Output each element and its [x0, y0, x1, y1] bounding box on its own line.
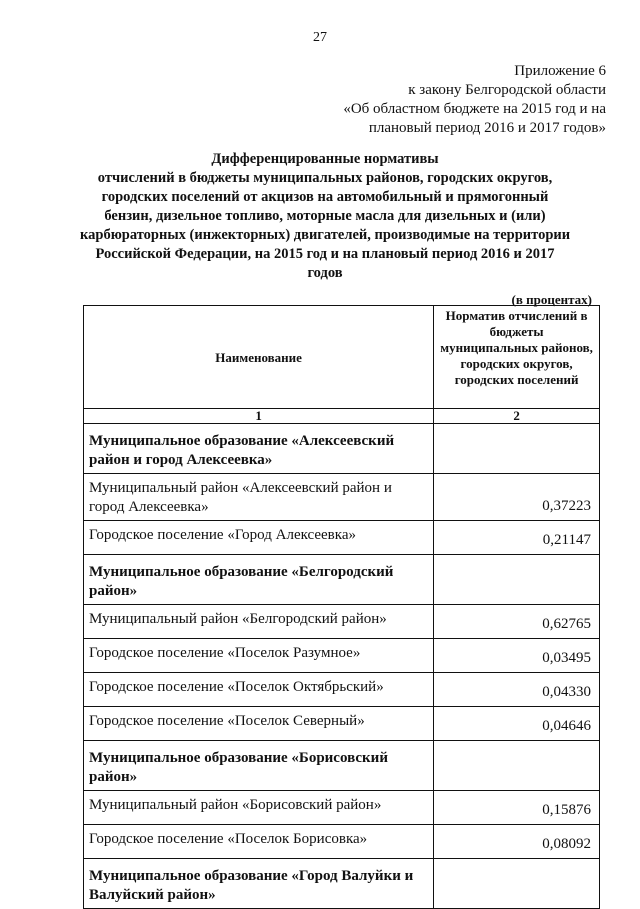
table-row: [84, 825, 600, 859]
appendix-line: плановый период 2016 и 2017 годов»: [368, 120, 606, 136]
table-row: [84, 791, 600, 825]
table-header-row: [84, 306, 600, 409]
row-value: [434, 859, 600, 909]
appendix-line: Приложение 6: [514, 63, 606, 79]
appendix-header: [276, 62, 606, 138]
row-name: Муниципальное образование «Борисовский район»: [84, 741, 434, 791]
column-number: 2: [434, 409, 600, 424]
normatives-table: [83, 305, 600, 909]
column-header-normative: Норматив отчислений в бюджеты муниципальных районов, городских округов, городских поселений: [434, 306, 600, 409]
table-row: [84, 521, 600, 555]
row-value: 0,04330: [434, 673, 600, 707]
row-name: Городское поселение «Поселок Северный»: [84, 707, 434, 741]
title-line: Дифференцированные нормативы: [211, 151, 439, 167]
table-row: [84, 741, 600, 791]
row-value: 0,08092: [434, 825, 600, 859]
title-line: карбюраторных (инжекторных) двигателей, производимые на территории: [80, 227, 571, 243]
title-line: годов: [307, 265, 343, 281]
row-value: 0,37223: [434, 474, 600, 521]
table-row: [84, 673, 600, 707]
table-row: [84, 474, 600, 521]
row-name: Городское поселение «Поселок Борисовка»: [84, 825, 434, 859]
table-row: [84, 639, 600, 673]
table-row: [84, 555, 600, 605]
row-name: Муниципальное образование «Алексеевский район и город Алексеевка»: [84, 424, 434, 474]
row-value: [434, 555, 600, 605]
table-body: [84, 424, 600, 909]
title-line: бензин, дизельное топливо, моторные масла для дизельных и (или): [104, 208, 546, 224]
appendix-line: «Об областном бюджете на 2015 год и на: [343, 101, 606, 117]
row-value: 0,03495: [434, 639, 600, 673]
page-number: 27: [313, 30, 327, 45]
row-name: Муниципальное образование «Белгородский район»: [84, 555, 434, 605]
row-name: Муниципальный район «Алексеевский район и город Алексеевка»: [84, 474, 434, 521]
document-title: [80, 150, 570, 283]
title-line: Российской Федерации, на 2015 год и на плановый период 2016 и 2017: [95, 246, 555, 262]
row-name: Муниципальное образование «Город Валуйки и Валуйский район»: [84, 859, 434, 909]
table-row: [84, 859, 600, 909]
row-name: Городское поселение «Город Алексеевка»: [84, 521, 434, 555]
row-value: 0,15876: [434, 791, 600, 825]
title-line: отчислений в бюджеты муниципальных районов, городских округов,: [97, 170, 553, 186]
column-number-row: [84, 409, 600, 424]
row-value: 0,04646: [434, 707, 600, 741]
units-note: (в процентах): [511, 292, 592, 307]
appendix-line: к закону Белгородской области: [408, 82, 606, 98]
row-name: Муниципальный район «Борисовский район»: [84, 791, 434, 825]
column-number: 1: [84, 409, 434, 424]
table-row: [84, 424, 600, 474]
row-name: Городское поселение «Поселок Октябрьский»: [84, 673, 434, 707]
row-name: Городское поселение «Поселок Разумное»: [84, 639, 434, 673]
row-value: [434, 424, 600, 474]
row-value: [434, 741, 600, 791]
column-header-name: Наименование: [84, 306, 434, 409]
row-value: 0,21147: [434, 521, 600, 555]
table-row: [84, 605, 600, 639]
row-name: Муниципальный район «Белгородский район»: [84, 605, 434, 639]
row-value: 0,62765: [434, 605, 600, 639]
table-row: [84, 707, 600, 741]
title-line: городских поселений от акцизов на автомобильный и прямогонный: [101, 189, 549, 205]
